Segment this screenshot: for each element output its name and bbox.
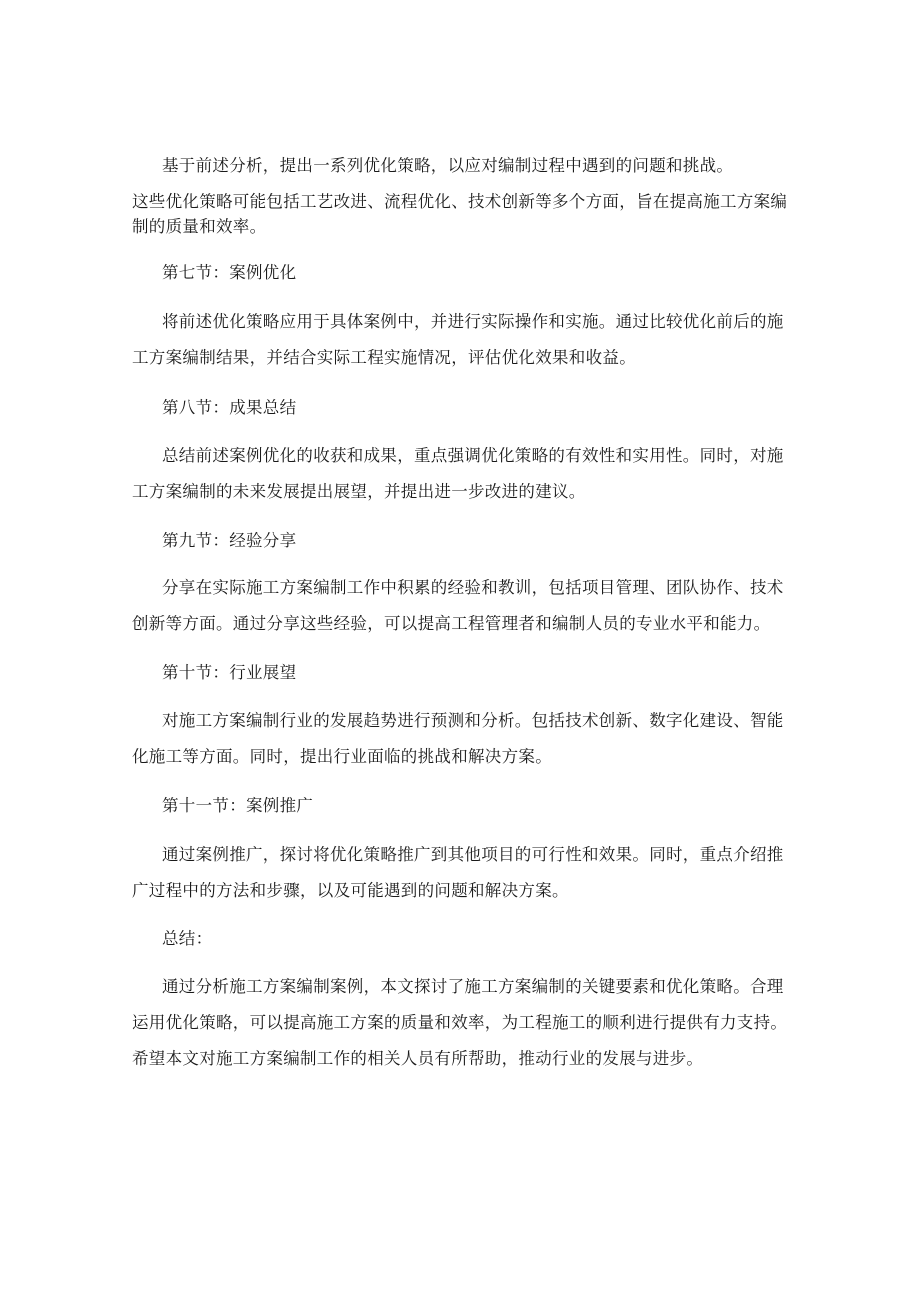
paragraph-line: 通过分析施工方案编制案例，本文探讨了施工方案编制的关键要素和优化策略。合理 [162,977,784,996]
paragraph-line: 制的质量和效率。 [132,217,267,236]
paragraph-line: 化施工等方面。同时，提出行业面临的挑战和解决方案。 [132,747,552,766]
section-heading: 第十节：行业展望 [162,663,297,682]
section-heading: 第七节：案例优化 [162,263,297,282]
section-heading: 第八节：成果总结 [162,398,297,417]
paragraph-line: 工方案编制结果，并结合实际工程实施情况，评估优化效果和收益。 [132,348,636,367]
section-heading: 第十一节：案例推广 [162,796,314,815]
section-heading: 总结： [162,929,213,948]
paragraph-line: 这些优化策略可能包括工艺改进、流程优化、技术创新等多个方面，旨在提高施工方案编 [132,192,788,211]
paragraph-line: 广过程中的方法和步骤，以及可能遇到的问题和解决方案。 [132,881,569,900]
paragraph-line: 希望本文对施工方案编制工作的相关人员有所帮助，推动行业的发展与进步。 [132,1049,704,1068]
paragraph-line: 分享在实际施工方案编制工作中积累的经验和教训，包括项目管理、团队协作、技术 [162,578,784,597]
paragraph-line: 运用优化策略，可以提高施工方案的质量和效率，为工程施工的顺利进行提供有力支持。 [132,1013,788,1032]
paragraph-line: 创新等方面。通过分享这些经验，可以提高工程管理者和编制人员的专业水平和能力。 [132,614,771,633]
paragraph-line: 总结前述案例优化的收获和成果，重点强调优化策略的有效性和实用性。同时，对施 [162,446,784,465]
paragraph-line: 将前述优化策略应用于具体案例中，并进行实际操作和实施。通过比较优化前后的施 [162,312,784,331]
paragraph-line: 通过案例推广，探讨将优化策略推广到其他项目的可行性和效果。同时，重点介绍推 [162,845,784,864]
paragraph-line: 基于前述分析，提出一系列优化策略，以应对编制过程中遇到的问题和挑战。 [162,156,734,175]
paragraph-line: 工方案编制的未来发展提出展望，并提出进一步改进的建议。 [132,482,586,501]
paragraph-line: 对施工方案编制行业的发展趋势进行预测和分析。包括技术创新、数字化建设、智能 [162,711,784,730]
section-heading: 第九节：经验分享 [162,531,297,550]
